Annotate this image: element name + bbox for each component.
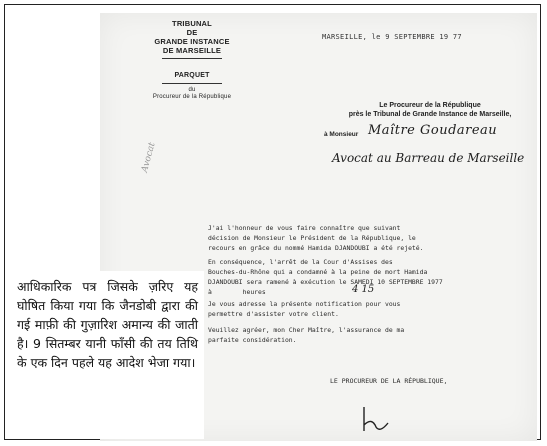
margin-note: Avocat xyxy=(140,141,158,174)
addressee-line1: Le Procureur de la République xyxy=(379,102,481,109)
letterhead-line1: TRIBUNAL xyxy=(172,19,212,28)
body-paragraph-3: Je vous adresse la présente notification pour vous permettre d'assister votre client. xyxy=(208,300,401,318)
letterhead-line2: DE xyxy=(186,28,198,37)
letterhead-divider-2 xyxy=(162,83,222,84)
letterhead-line4: DE MARSEILLE xyxy=(162,46,222,55)
signature-mark xyxy=(358,397,398,437)
handwritten-name: Maître Goudareau xyxy=(368,123,498,138)
closing-signature-title: LE PROCUREUR DE LA RÉPUBLIQUE, xyxy=(330,377,448,385)
body-paragraph-4: Veuillez agréer, mon Cher Maître, l'assurance de ma parfaite considération. xyxy=(208,326,405,344)
hindi-caption: आधिकारिक पत्र जिसके ज़रिए यह घोषित किया गया कि जैनडोबी द्वारा की गई माफ़ी की गुज़ारिश अमान्य की जाती है। 9 सितम्बर यानी फाँसी की तय तिथि के एक दिन पहले यह आदेश भेजा गया। xyxy=(11,271,204,439)
body-paragraph-1: J'ai l'honneur de vous faire connaître que suivant décision de Monsieur le Président de la République, le recours en grâce du nommé Hamida DJANDOUBI a été rejeté. xyxy=(208,224,424,252)
addressee-line2: près le Tribunal de Grande Instance de Marseille, xyxy=(348,111,512,118)
letterhead-procureur: Procureur de la République xyxy=(152,94,232,100)
letterhead-line3: GRANDE INSTANCE xyxy=(154,37,230,46)
handwritten-role: Avocat au Barreau de Marseille xyxy=(332,151,525,165)
a-monsieur-label: à Monsieur xyxy=(324,131,359,138)
body-paragraph-2: En conséquence, l'arrêt de la Cour d'Assises des Bouches-du-Rhône qui a condamné à la peine de mort Hamida DJANDOUBI sera ramené à exécution le SAMEDI 10 SEPTEMBRE 1977 à heures xyxy=(208,258,443,296)
addressee-block xyxy=(330,101,530,119)
date-line: MARSEILLE, le 9 SEPTEMBRE 19 77 xyxy=(322,33,462,41)
image-frame xyxy=(4,4,541,440)
letterhead-du: du xyxy=(188,87,196,93)
letterhead xyxy=(122,19,262,101)
handwritten-hour: 4 15 xyxy=(352,284,375,295)
letterhead-parquet: PARQUET xyxy=(174,72,210,79)
letterhead-divider xyxy=(162,58,222,59)
